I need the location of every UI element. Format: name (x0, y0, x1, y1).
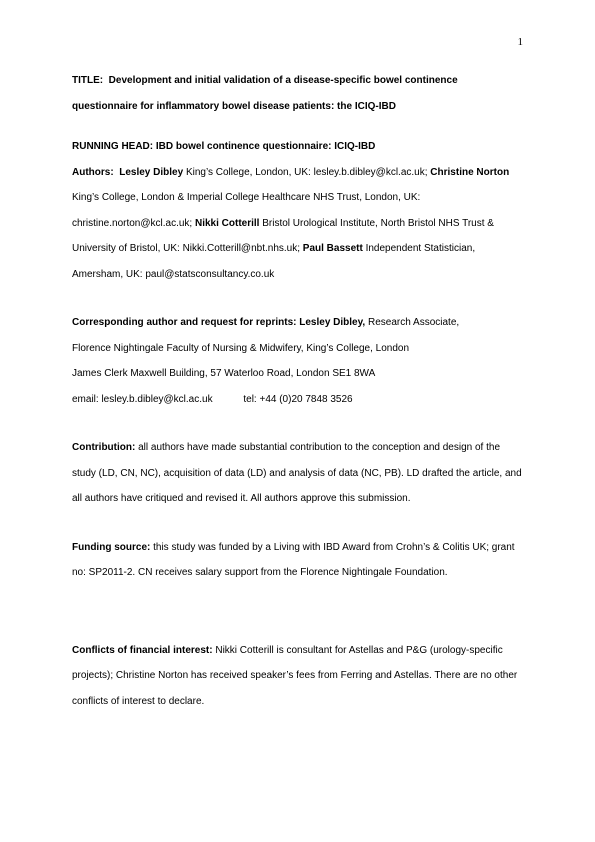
corresponding-address: James Clerk Maxwell Building, 57 Waterloo Road, London SE1 8WA (72, 368, 376, 379)
conflicts-text: Nikki Cotterill is consultant for Astellas and P&G (urology-specific projects); Christine Norton has received speaker’s fees from Ferring and Astellas. There are no other conflicts of interest to declare. (72, 644, 518, 707)
author-name: Paul Bassett (302, 243, 363, 254)
title-page (72, 68, 524, 714)
contribution-section (72, 435, 524, 512)
running-head-text: IBD bowel continence questionnaire: ICIQ-IBD (155, 141, 376, 152)
title-label: TITLE: (72, 75, 104, 86)
funding-text: this study was funded by a Living with IBD Award from Crohn’s & Colitis UK; grant no: SP2011-2. CN receives salary support from the Florence Nightingale Foundation. (72, 541, 515, 578)
contribution-label: Contribution: (72, 442, 136, 453)
running-head-label: RUNNING HEAD: (72, 141, 154, 152)
funding-section (72, 535, 524, 586)
corresponding-section (72, 310, 524, 412)
funding-label: Funding source: (72, 541, 151, 553)
author-name: Nikki Cotterill (194, 217, 260, 229)
paper-title: Development and initial validation of a disease-specific bowel continence questionnaire for inflammatory bowel disease patients: the ICIQ-IBD (72, 75, 458, 112)
corresponding-name: Lesley Dibley, (299, 317, 366, 328)
author-name: Lesley Dibley (119, 166, 184, 178)
conflicts-label: Conflicts of financial interest: (72, 644, 213, 656)
author-affiliation: Bristol Urological Institute, North Bristol NHS Trust & University of Bristol, UK: Nikki.Cotterill@nbt.nhs.uk; (72, 217, 494, 254)
contribution-text: all authors have made substantial contribution to the conception and design of the study (LD, CN, NC), acquisition of data (LD) and analysis of data (NC, PB). LD drafted the article, and all authors have critiqued and revised it. All authors approve this submission. (72, 442, 522, 504)
running-head-section (72, 134, 524, 160)
corresponding-tel: tel: +44 (0)20 7848 3526 (243, 393, 353, 405)
corresponding-email: email: lesley.b.dibley@kcl.ac.uk (72, 393, 213, 405)
conflicts-section (72, 638, 524, 715)
corresponding-label: Corresponding author and request for reprints: (72, 317, 297, 328)
authors-section (72, 160, 524, 288)
author-affiliation: Independent Statistician, Amersham, UK: paul@statsconsultancy.co.uk (72, 243, 476, 280)
authors-label: Authors: (72, 166, 114, 178)
page-number: 1 (517, 36, 523, 48)
author-affiliation: King’s College, London & Imperial College Healthcare NHS Trust, London, UK: christine.norton@kcl.ac.uk; (72, 192, 421, 229)
title-section (72, 68, 524, 119)
corresponding-role: Research Associate, (368, 317, 460, 328)
author-affiliation: King’s College, London, UK: lesley.b.dibley@kcl.ac.uk; (185, 166, 428, 178)
author-name: Christine Norton (430, 166, 510, 178)
corresponding-faculty: Florence Nightingale Faculty of Nursing & Midwifery, King’s College, London (72, 342, 410, 354)
